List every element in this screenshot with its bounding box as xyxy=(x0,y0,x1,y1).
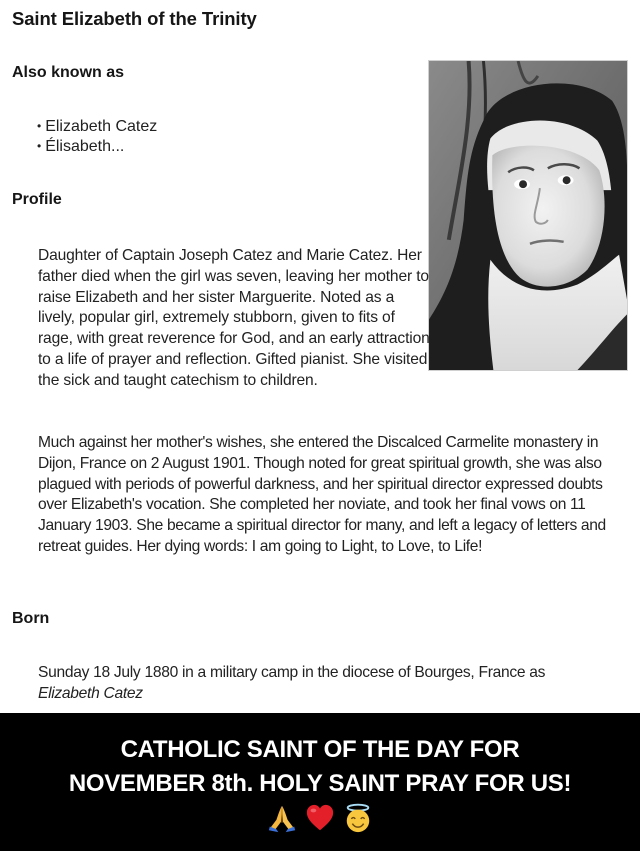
page-title: Saint Elizabeth of the Trinity xyxy=(12,8,257,29)
banner-line-2: NOVEMBER 8th. HOLY SAINT PRAY FOR US! xyxy=(68,770,572,797)
born-name: Elizabeth Catez xyxy=(38,684,143,702)
saint-portrait-photo xyxy=(428,60,628,371)
list-item: • Elizabeth Catez xyxy=(37,117,157,137)
red-heart-icon xyxy=(305,803,335,833)
saint-of-the-day-banner xyxy=(0,713,640,851)
also-known-as-heading: Also known as xyxy=(12,64,125,81)
banner-caption xyxy=(0,733,640,801)
born-text: Sunday 18 July 1880 in a military camp in the diocese of Bourges, France as xyxy=(38,664,546,681)
profile-heading: Profile xyxy=(12,191,62,208)
profile-paragraph-early-life: Daughter of Captain Joseph Catez and Marie Catez. Her father died when the girl was seven, leaving her mother to raise Elizabeth and her sister Marguerite. Noted as a lively, popular girl, extremely stubborn, given to fits of rage, with great reverence for God, and an early attraction to a life of prayer and reflection. Gifted pianist. She visited the sick and taught catechism to children. xyxy=(38,247,430,389)
folded-hands-icon xyxy=(267,803,297,833)
banner-line-1: CATHOLIC SAINT OF THE DAY FOR xyxy=(120,736,520,763)
also-known-as-list xyxy=(37,117,157,157)
list-item: • Élisabeth... xyxy=(37,137,157,157)
born-heading: Born xyxy=(12,610,50,627)
emoji-row xyxy=(0,801,640,835)
portrait-image xyxy=(429,61,627,370)
smiling-face-with-halo-icon xyxy=(343,803,373,833)
profile-paragraph-carmelite: Much against her mother's wishes, she entered the Discalced Carmelite monastery in Dijon, France on 2 August 1901. Though noted for great spiritual growth, she was also plagued with periods of powerful darkness, and her spiritual director expressed doubts over Elizabeth's vocation. She completed her noviate, and took her final vows on 11 January 1903. She became a spiritual director for many, and left a legacy of letters and retreat guides. Her dying words: I am going to Light, to Love, to Life! xyxy=(38,434,606,555)
born-paragraph xyxy=(38,663,638,705)
